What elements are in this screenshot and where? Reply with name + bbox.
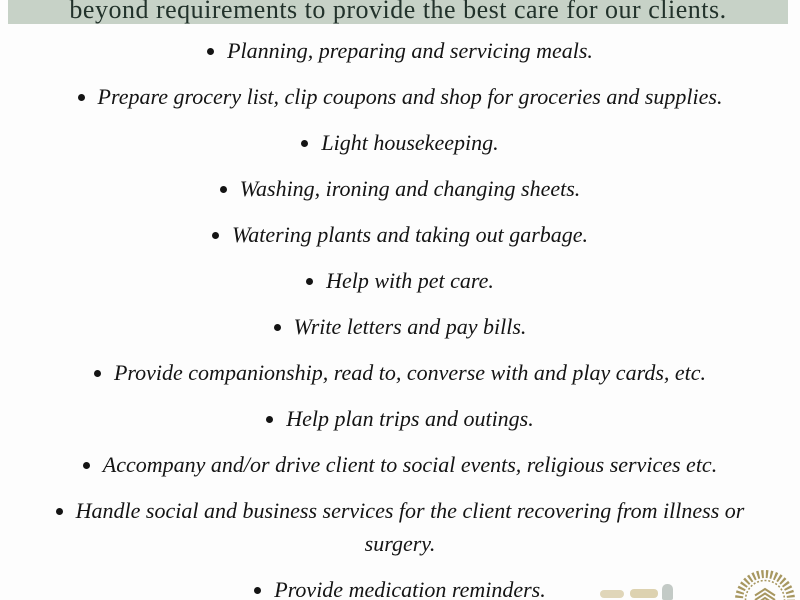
list-item-text: Washing, ironing and changing sheets. (239, 176, 581, 201)
list-item (30, 34, 770, 67)
list-item-text-line2: surgery. (364, 531, 436, 556)
bullet-icon (212, 232, 219, 239)
bullet-icon (56, 508, 63, 515)
list-item (30, 448, 770, 481)
list-item (30, 218, 770, 251)
list-item (30, 310, 770, 343)
bullet-icon (207, 48, 214, 55)
logo-mark (662, 584, 673, 600)
list-item-text: Write letters and pay bills. (293, 314, 527, 339)
list-item-text: Provide companionship, read to, converse with and play cards, etc. (113, 360, 707, 385)
list-item-text: Light housekeeping. (321, 130, 499, 155)
bullet-icon (83, 462, 90, 469)
list-item-text: Prepare grocery list, clip coupons and shop for groceries and supplies. (97, 84, 723, 109)
bullet-icon (306, 278, 313, 285)
list-item (30, 494, 770, 560)
bullet-icon (301, 140, 308, 147)
list-item (30, 264, 770, 297)
faded-partial-logo-icon (596, 583, 676, 600)
bullet-icon (78, 94, 85, 101)
services-list (30, 24, 770, 600)
bullet-icon (254, 587, 261, 594)
gold-certification-seal-icon (732, 566, 798, 600)
list-item (30, 402, 770, 435)
bullet-icon (94, 370, 101, 377)
bullet-icon (220, 186, 227, 193)
list-item (30, 80, 770, 113)
bullet-icon (266, 416, 273, 423)
list-item (30, 126, 770, 159)
list-item-text: Planning, preparing and servicing meals. (227, 38, 593, 63)
banner-text: beyond requirements to provide the best care for our clients. (69, 0, 727, 24)
bullet-icon (274, 324, 281, 331)
header-banner (8, 0, 788, 24)
list-item-text: Handle social and business services for the client recovering from illness or (75, 498, 745, 523)
list-item (30, 172, 770, 205)
list-item-text: Watering plants and taking out garbage. (231, 222, 589, 247)
list-item-text: Help plan trips and outings. (286, 406, 534, 431)
logo-mark (600, 590, 624, 598)
list-item-text: Accompany and/or drive client to social events, religious services etc. (102, 452, 718, 477)
list-item-text: Help with pet care. (326, 268, 494, 293)
logo-mark (630, 589, 658, 598)
list-item-text: Provide medication reminders. (274, 577, 546, 600)
list-item (30, 356, 770, 389)
